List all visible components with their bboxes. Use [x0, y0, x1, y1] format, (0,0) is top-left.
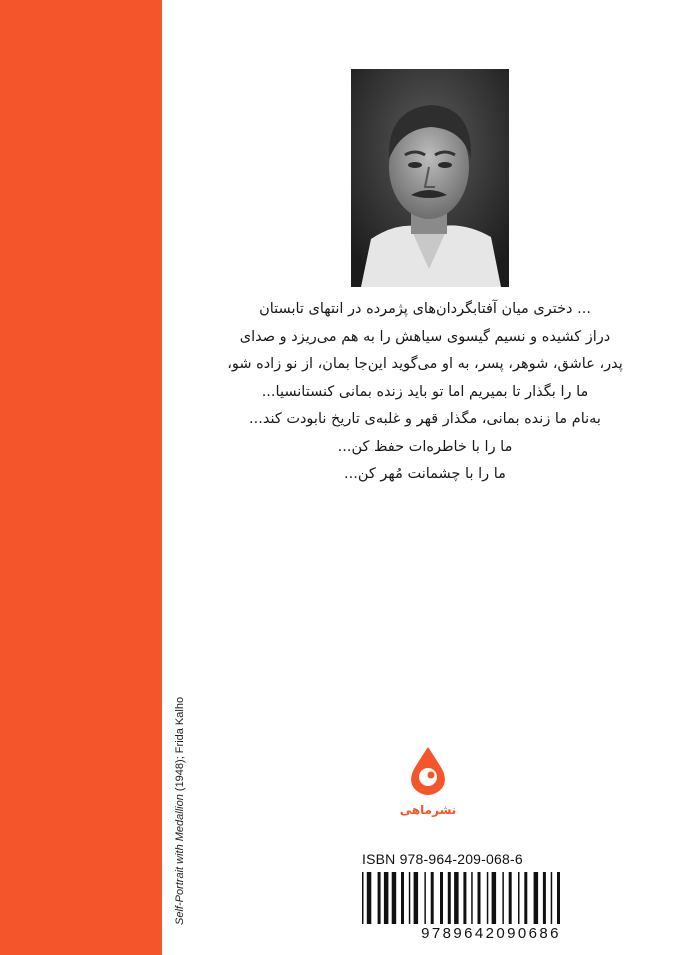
barcode-bar: [543, 872, 546, 924]
isbn-label: ISBN 978-964-209-068-6: [362, 851, 523, 867]
barcode-bar: [551, 872, 553, 924]
publisher-logo: [398, 745, 458, 825]
barcode-bar: [454, 872, 459, 924]
barcode-bar: [392, 872, 397, 924]
verse-line: به‌نام ما زنده بمانی، مگذار قهر و غلبه‌ی تاریخ نابودت کند...: [249, 411, 601, 427]
barcode-bar: [362, 872, 364, 924]
publisher-name: نشرماهی: [399, 803, 457, 817]
barcode-bar: [414, 872, 419, 924]
barcode-bar: [401, 872, 404, 924]
cover-art-credit: [174, 697, 186, 925]
verse-line: ما را با خاطره‌ات حفظ کن...: [337, 438, 513, 455]
credit-artist: (1948); Frida Kalho: [174, 696, 186, 795]
barcode-digits: 9789642090686: [421, 925, 561, 942]
barcode: [356, 872, 626, 928]
verse-line: ... دختری میان آفتابگردان‌های پژمرده در انتهای تابستان: [259, 301, 591, 317]
author-photo: [351, 69, 509, 287]
barcode-bar: [424, 872, 426, 924]
barcode-bar: [463, 872, 466, 924]
barcode-bar: [448, 872, 451, 924]
barcode-bar: [557, 872, 560, 924]
barcode-bar: [409, 872, 411, 924]
barcode-bar: [478, 872, 481, 924]
credit-artwork-title: Self-Portrait with Medallion: [174, 794, 186, 925]
barcode-bar: [502, 872, 504, 924]
barcode-bar: [534, 872, 539, 924]
barcode-bar: [518, 872, 520, 924]
barcode-bar: [524, 872, 527, 924]
barcode-bar: [440, 872, 443, 924]
barcode-bar: [384, 872, 389, 924]
barcode-bar: [431, 872, 434, 924]
verse-line: ما را با چشمانت مُهر کن...: [344, 466, 506, 482]
verse-line: پدر، عاشق، شوهر، پسر، به او می‌گوید این‌جا بمان، از نو زاده شو،: [227, 356, 623, 372]
fish-logo-icon: [406, 745, 450, 797]
author-portrait-icon: [351, 69, 509, 287]
back-cover-verse: [205, 296, 645, 489]
barcode-bar: [487, 872, 489, 924]
barcode-bar: [378, 872, 381, 924]
barcode-bar: [471, 872, 473, 924]
barcode-bar: [492, 872, 497, 924]
verse-line: ما را بگذار تا بمیریم اما تو باید زنده بمانی کنستانسیا...: [261, 383, 589, 400]
spine-band: [0, 0, 162, 955]
verse-line: دراز کشیده و نسیم گیسوی سیاهش را به هم می‌ریزد و صدای: [239, 328, 611, 345]
barcode-bar: [509, 872, 512, 924]
barcode-bar: [367, 872, 372, 924]
